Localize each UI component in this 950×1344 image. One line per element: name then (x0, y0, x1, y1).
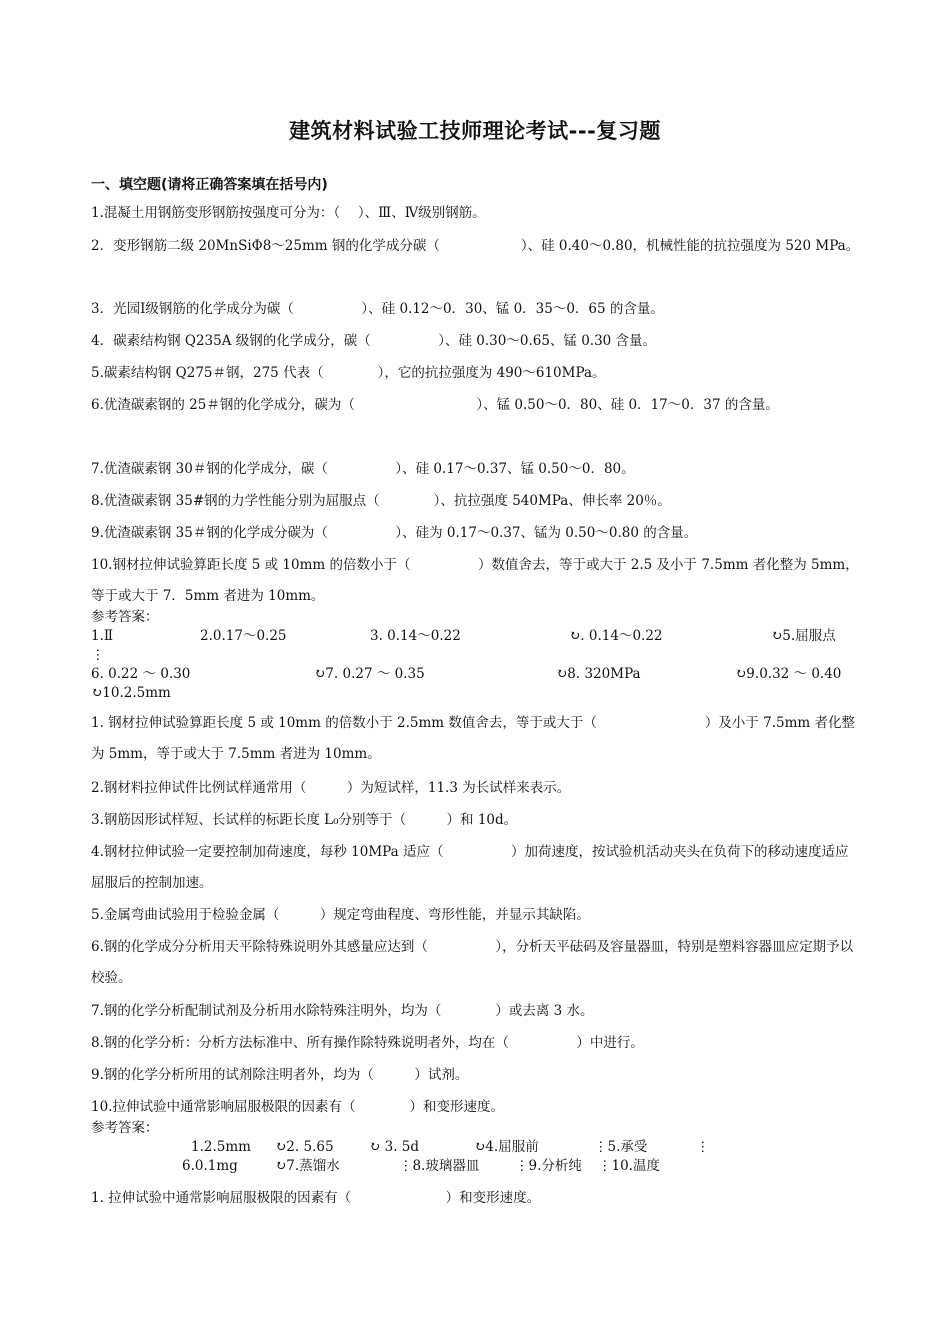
question-p1-6: 6.优渣碳素钢的 25＃钢的化学成分，碳为（ ）、锰 0.50～0．80、硅 0．17～0．37 的含量。 (91, 397, 779, 413)
answer-item: ⋮9.分析纯 (515, 1158, 582, 1174)
question-p1-8: 8.优渣碳素钢 35#钢的力学性能分别为屈服点（ ）、抗拉强度 540MPa、伸长率 20％。 (91, 493, 671, 509)
question-p2-5: 5.金属弯曲试验用于检验金属（ ）规定弯曲程度、弯形性能，并显示其缺陷。 (91, 907, 590, 923)
answer-item: ⋮5.承受 (594, 1139, 648, 1155)
question-p3-1: 1. 拉伸试验中通常影响屈服极限的因素有（ ）和变形速度。 (91, 1190, 541, 1206)
answer-item: 3. 0.14～0.22 (370, 628, 461, 644)
answer-item: ⋮ (696, 1139, 710, 1155)
answer-item: ↻8. 320MPa (556, 666, 641, 682)
question-p2-7: 7.钢的化学分析配制试剂及分析用水除特殊注明外，均为（ ）或去离 3 水。 (91, 1003, 594, 1019)
question-p1-2: 2．变形钢筋二级 20MnSiΦ8～25mm 钢的化学成分碳（ ）、硅 0.40～0.80，机械性能的抗拉强度为 520 MPa。 (91, 238, 860, 254)
question-p2-9: 9.钢的化学分析所用的试剂除注明者外，均为（ ）试剂。 (91, 1067, 469, 1083)
answer-item: ↻ 3. 5d (369, 1139, 420, 1155)
answer-item: ↻7. 0.27 ～ 0.35 (314, 666, 425, 682)
answer-item: ↻9.0.32 ～ 0.40 (735, 666, 842, 682)
answer-item: ↻4.屈服前 (474, 1139, 539, 1155)
question-p2-10: 10.拉伸试验中通常影响屈服极限的因素有（ ）和变形速度。 (91, 1099, 504, 1115)
answer-row-p2-1 (91, 1137, 861, 1157)
answer-row-p1-1b (91, 645, 861, 665)
answer-item: ↻10.2.5mm (91, 685, 171, 701)
question-p2-3: 3.钢筋因形试样短、长试样的标距长度 L₀分别等于（ ）和 10d。 (91, 812, 518, 828)
answer-item: 6.0.1mg (182, 1158, 238, 1174)
answer-row-p1-3 (91, 683, 861, 703)
answer-item: 6. 0.22 ～ 0.30 (91, 666, 191, 682)
question-p2-1: 1. 钢材拉伸试验算距长度 5 或 10mm 的倍数小于 2.5mm 数值舍去，等于或大于（ ）及小于 7.5mm 者化整为 5mm，等于或大于 7.5mm 者进为 10mm。 (91, 715, 856, 762)
question-p1-4: 4．碳素结构钢 Q235A 级钢的化学成分，碳（ ）、硅 0.30～0.65、锰 0.30 含量。 (91, 333, 657, 349)
question-p1-9: 9.优渣碳素钢 35＃钢的化学成分碳为（ ）、硅为 0.17～0.37、锰为 0.50～0.80 的含量。 (91, 525, 698, 541)
question-p1-7: 7.优渣碳素钢 30＃钢的化学成分，碳（ ）、硅 0.17～0.37、锰 0.50～0．80。 (91, 461, 635, 477)
question-p2-6: 6.钢的化学成分分析用天平除特殊说明外其感量应达到（ ），分析天平砝码及容量器皿，特别是塑料容器皿应定期予以校验。 (91, 939, 854, 986)
question-p1-3: 3．光园Ⅰ级钢筋的化学成分为碳（ ）、硅 0.12～0．30、锰 0．35～0．65 的含量。 (91, 301, 664, 317)
question-p2-2: 2.钢材料拉伸试件比例试样通常用（ ）为短试样，11.3 为长试样来表示。 (91, 780, 571, 796)
question-p1-5: 5.碳素结构钢 Q275＃钢，275 代表（ ），它的抗拉强度为 490～610MPa。 (91, 365, 606, 381)
answer-label-p1: 参考答案： (91, 609, 159, 625)
answer-row-p2-2 (91, 1156, 861, 1176)
answer-row-p1-2 (91, 664, 861, 684)
answer-item: ⋮10.温度 (598, 1158, 660, 1174)
section-heading: 一、填空题(请将正确答案填在括号内) (91, 177, 328, 193)
answer-row-p1-1 (91, 626, 861, 646)
question-p2-4: 4.钢材拉伸试验一定要控制加荷速度，每秒 10MPa 适应（ ）加荷速度，按试验机活动夹头在负荷下的移动速度适应屈服后的控制加速。 (91, 844, 849, 891)
answer-label-p2: 参考答案： (91, 1120, 159, 1136)
answer-item: ↻5.屈服点 (771, 628, 836, 644)
answer-item: ↻2. 5.65 (275, 1139, 334, 1155)
question-p1-10: 10.钢材拉伸试验算距长度 5 或 10mm 的倍数小于（ ）数值舍去，等于或大于 2.5 及小于 7.5mm 者化整为 5mm，等于或大于 7．5mm 者进为 10mm。 (91, 557, 859, 604)
answer-item: ↻. 0.14～0.22 (569, 628, 663, 644)
question-p1-1: 1.混凝土用钢筋变形钢筋按强度可分为：（ ）、Ⅲ、Ⅳ级别钢筋。 (91, 205, 486, 221)
answer-item: 2.0.17～0.25 (200, 628, 287, 644)
answer-item: ↻7.蒸馏水 (275, 1158, 340, 1174)
answer-continuation-mark: ⋮ (91, 647, 105, 663)
answer-item: 1.Ⅱ (91, 628, 114, 644)
answer-item: 1.2.5mm (191, 1139, 251, 1155)
answer-item: ⋮8.玻璃器皿 (399, 1158, 480, 1174)
question-p2-8: 8.钢的化学分析：分析方法标准中、所有操作除特殊说明者外，均在（ ）中进行。 (91, 1035, 644, 1051)
document-title: 建筑材料试验工技师理论考试---复习题 (289, 119, 661, 143)
